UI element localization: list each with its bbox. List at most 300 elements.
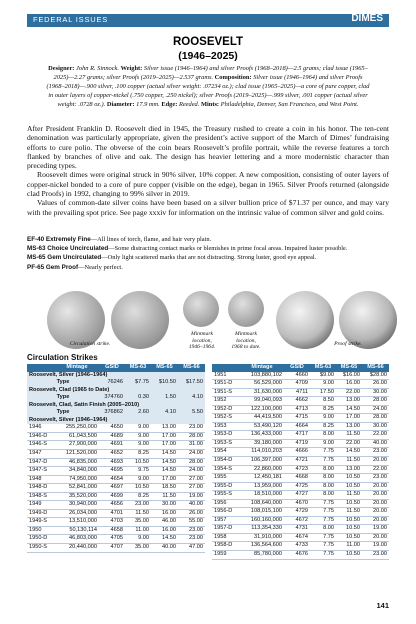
table-row (212, 551, 389, 560)
date-cell: 1956 (212, 499, 240, 508)
value-cell: 28.00 (362, 397, 389, 406)
grade-ef40: EF-40 Extremely Fine—All lines of torch, flame, and hair very plain. (27, 236, 212, 243)
value-cell: 14.50 (151, 535, 178, 544)
table-row (212, 397, 389, 406)
value-cell: 4729 (284, 508, 310, 517)
value-cell: 4658 (99, 526, 125, 535)
date-cell: 1947-S (27, 467, 55, 476)
value-cell: 14.50 (151, 467, 178, 476)
value-cell: 20.00 (362, 508, 389, 517)
col-ms63: MS-63 (310, 364, 336, 372)
table-row (27, 432, 205, 441)
value-cell: 4695 (99, 467, 125, 476)
value-cell: 108,015,100 (240, 508, 284, 517)
date-cell: 1951-S (212, 388, 240, 397)
value-cell: 23.00 (178, 535, 205, 544)
value-cell: 13.00 (336, 465, 362, 474)
designer-value: John R. Sinnock. (76, 65, 119, 72)
col-ms65: MS-65 (336, 364, 362, 372)
value-cell: 10.50 (336, 499, 362, 508)
value-cell: 4676 (284, 551, 310, 560)
grade-pf65: PF-65 Gem Proof—Nearly perfect. (27, 263, 123, 271)
table-header-row (212, 364, 389, 372)
value-cell: 10.50 (336, 482, 362, 491)
date-cell: 1952-S (212, 414, 240, 423)
table-row (27, 526, 205, 535)
grade-ms65: MS-65 Gem Uncirculated—Only light scattered marks that are not distracting. Strong luster, good eye appeal. (27, 254, 317, 262)
table-row (27, 484, 205, 493)
date-cell: 1948-S (27, 492, 55, 501)
value-cell: 53,490,120 (240, 422, 284, 431)
value-cell: 4674 (284, 533, 310, 542)
value-cell: $16.00 (336, 372, 362, 380)
value-cell: 44,419,500 (240, 414, 284, 423)
value-cell: 8.00 (310, 465, 336, 474)
value-cell: 28.00 (178, 458, 205, 467)
value-cell: 30.00 (151, 501, 178, 510)
value-cell: 9.75 (125, 467, 151, 476)
value-cell: 4664 (284, 422, 310, 431)
value-cell: 4731 (284, 525, 310, 534)
table-row (212, 431, 389, 440)
value-cell: 22,860,000 (240, 465, 284, 474)
date-cell: 1954 (212, 448, 240, 457)
table-row (212, 422, 389, 431)
value-cell: 99,040,093 (240, 397, 284, 406)
intro-paragraph-1: After President Franklin D. Roosevelt died in 1945, the Treasury rushed to create a coin in his honor. The ten-cent denomination was particularly appropriate, given the president’s active support of the March of Dimes’ fundraising efforts to cure polio. The obverse of the coin bears Roosevelt’s profile portrait, while the reverse features a torch flanked by branches of olive and oak. The design has heavier lettering and a more modernistic character than preceding types. (27, 124, 389, 171)
table-row (212, 372, 389, 380)
value-cell: 61,043,500 (55, 432, 99, 441)
value-cell: 10.50 (125, 458, 151, 467)
table-row (212, 439, 389, 448)
type-row-satin: Type 376862 2.60 4.10 5.50 (27, 409, 205, 417)
value-cell: 136,433,000 (240, 431, 284, 440)
table-row (27, 544, 205, 553)
caption-proof: Proof strike. (334, 341, 362, 347)
value-cell: 46,835,000 (55, 458, 99, 467)
value-cell: 27.00 (178, 475, 205, 484)
value-cell: 7.75 (310, 542, 336, 551)
value-cell: 11.50 (151, 492, 178, 501)
value-cell: 46,803,000 (55, 535, 99, 544)
value-cell: 27,900,000 (55, 441, 99, 450)
value-cell: 4703 (99, 518, 125, 527)
value-cell: 26.00 (362, 380, 389, 389)
value-cell: 8.00 (310, 474, 336, 483)
page-title: ROOSEVELT (172, 36, 244, 48)
date-cell: 1949 (27, 501, 55, 510)
value-cell: 14.50 (151, 450, 178, 459)
value-cell: 14.50 (151, 458, 178, 467)
table-row (212, 482, 389, 491)
value-cell: 113,354,330 (240, 525, 284, 534)
value-cell: 114,010,203 (240, 448, 284, 457)
value-cell: 40.00 (178, 501, 205, 510)
section-label: FEDERAL ISSUES (33, 15, 109, 24)
value-cell: 55.00 (178, 518, 205, 527)
caption-mintmark-early: Mintmark location, 1946–1964. (188, 331, 216, 350)
date-cell: 1948 (27, 475, 55, 484)
table-row (212, 457, 389, 466)
value-cell: 4701 (99, 509, 125, 518)
value-cell: 12,450,181 (240, 474, 284, 483)
value-cell: 14.50 (336, 448, 362, 457)
table-row (212, 388, 389, 397)
value-cell: 4699 (99, 492, 125, 501)
value-cell: 35,520,000 (55, 492, 99, 501)
value-cell: 4697 (99, 484, 125, 493)
value-cell: 4707 (99, 544, 125, 553)
caption-circulation: Circulation strike. (69, 341, 111, 347)
value-cell: 4670 (284, 499, 310, 508)
value-cell: 30.00 (362, 388, 389, 397)
value-cell: 26.00 (178, 509, 205, 518)
mintmark-location-early-image (183, 291, 219, 327)
grade-descriptions (27, 236, 389, 273)
value-cell: 9.00 (310, 439, 336, 448)
value-cell: 4719 (284, 439, 310, 448)
left-value-table (27, 364, 205, 553)
value-cell: 18.50 (151, 484, 178, 493)
value-cell: 16.00 (336, 380, 362, 389)
value-cell: 8.25 (125, 450, 151, 459)
value-cell: 13.00 (336, 422, 362, 431)
table-row (27, 458, 205, 467)
value-cell: 31,910,000 (240, 533, 284, 542)
date-cell: 1949-D (27, 509, 55, 518)
section-row-silver-detail: Roosevelt, Silver (1946–1964) (27, 417, 205, 425)
date-cell: 1953-D (212, 431, 240, 440)
date-cell: 1956-D (212, 508, 240, 517)
diameter-label: Diameter: (106, 101, 135, 108)
value-cell: $28.00 (362, 372, 389, 380)
category-label: DIMES (351, 13, 383, 24)
value-cell: 13,959,000 (240, 482, 284, 491)
value-cell: 22.00 (362, 465, 389, 474)
value-cell: 255,250,000 (55, 424, 99, 432)
section-row-satin: Roosevelt, Clad, Satin Finish (2005–2010) (27, 402, 205, 410)
table-row (212, 465, 389, 474)
value-cell: 103,880,102 (240, 372, 284, 380)
mintmark-location-modern-image (228, 291, 264, 327)
value-cell: 17.00 (151, 475, 178, 484)
table-row (27, 509, 205, 518)
value-cell: 4713 (284, 405, 310, 414)
date-cell: 1950 (27, 526, 55, 535)
value-cell: 27.00 (178, 484, 205, 493)
caption-mintmark-modern: Mintmark location, 1968 to date. (231, 331, 261, 350)
value-cell: 19.00 (362, 542, 389, 551)
intro-paragraph-2: Roosevelt dimes were original struck in 90% silver, 10% copper. A new composition, consisting of outer layers of copper-nickel bonded to a core of pure copper (visible on the edge), began in 1965. Silver Proofs returned (alongside clad Proofs) in 1992, changing to 99% silver in 2019. (27, 170, 389, 199)
value-cell: 9.00 (125, 535, 151, 544)
value-cell: 20.00 (362, 491, 389, 500)
value-cell: 4668 (284, 474, 310, 483)
date-cell: 1947 (27, 450, 55, 459)
value-cell: 4652 (99, 450, 125, 459)
value-cell: 11.50 (336, 431, 362, 440)
grade-ms63: MS-63 Choice Uncirculated—Some distracting contact marks or blemishes in prime focal areas. Impaired luster possible. (27, 245, 348, 253)
value-cell: 23.00 (362, 448, 389, 457)
date-cell: 1948-D (27, 484, 55, 493)
value-cell: 8.00 (310, 491, 336, 500)
value-cell: 23.00 (362, 474, 389, 483)
date-cell: 1951 (212, 372, 240, 380)
value-cell: 9.00 (125, 475, 151, 484)
value-cell: 11.50 (125, 509, 151, 518)
date-cell: 1946-D (27, 432, 55, 441)
value-cell: 10.50 (336, 474, 362, 483)
value-cell: 22.00 (362, 431, 389, 440)
value-cell: 7.75 (310, 499, 336, 508)
table-row (212, 380, 389, 389)
value-cell: 7.75 (310, 551, 336, 560)
value-cell: 8.25 (125, 492, 151, 501)
value-cell: 4656 (99, 501, 125, 510)
composition-label: Composition: (214, 74, 252, 81)
value-cell: 20.00 (362, 516, 389, 525)
table-row (212, 499, 389, 508)
circulation-strikes-heading: Circulation Strikes (27, 353, 98, 362)
right-value-table (212, 364, 389, 560)
value-cell: 9.00 (125, 424, 151, 432)
col-ms63: MS-63 (125, 364, 151, 372)
value-cell: 4715 (284, 414, 310, 423)
value-cell: 4705 (99, 535, 125, 544)
weight-value: Silver issue (1946–1964) and silver Proofs (1968–2018)—2.5 grams; clad issue (1965–2025)—2.27 grams; silver Proofs (2019–2025)—2.537 grams. (53, 65, 368, 81)
value-cell: 4723 (284, 465, 310, 474)
value-cell: 4672 (284, 516, 310, 525)
date-cell: 1954-S (212, 465, 240, 474)
value-cell: 24.00 (178, 467, 205, 476)
date-cell: 1957-D (212, 525, 240, 534)
col-mintage: Mintage (240, 364, 284, 372)
value-cell: 22.00 (336, 439, 362, 448)
value-cell: 11.00 (336, 542, 362, 551)
value-cell: 20.00 (362, 533, 389, 542)
value-cell: 4727 (284, 491, 310, 500)
value-cell: 4660 (284, 372, 310, 380)
value-cell: 39,180,000 (240, 439, 284, 448)
value-cell: 13.00 (151, 424, 178, 432)
value-cell: 22.00 (336, 388, 362, 397)
value-cell: 16.00 (151, 526, 178, 535)
table-row (212, 533, 389, 542)
table-row (27, 450, 205, 459)
edge-value: Reeded. (178, 101, 200, 108)
mints-label: Mints: (200, 101, 220, 108)
table-row (212, 448, 389, 457)
date-cell: 1957 (212, 516, 240, 525)
date-cell: 1955-D (212, 482, 240, 491)
header-bar (27, 14, 389, 27)
table-row (27, 535, 205, 544)
col-ms66: MS-66 (178, 364, 205, 372)
value-cell: 35.00 (125, 518, 151, 527)
table-header-row (27, 364, 205, 372)
date-cell: 1946 (27, 424, 55, 432)
value-cell: 7.75 (310, 533, 336, 542)
value-cell: 11.50 (336, 491, 362, 500)
table-row (27, 424, 205, 432)
date-cell: 1954-D (212, 457, 240, 466)
value-cell: 4691 (99, 441, 125, 450)
value-cell: 8.50 (310, 397, 336, 406)
value-cell: 8.00 (310, 431, 336, 440)
value-cell: 46.00 (151, 518, 178, 527)
value-cell: 30.00 (362, 422, 389, 431)
value-cell: 85,780,000 (240, 551, 284, 560)
value-cell: 23.00 (362, 551, 389, 560)
value-cell: 52,841,000 (55, 484, 99, 493)
value-cell: 10.50 (336, 533, 362, 542)
value-cell: 4689 (99, 432, 125, 441)
table-row (212, 516, 389, 525)
composition-value: Silver issue (1946–1964) and silver Proofs (1968–2018)—.900 silver, .100 copper (actual silver weight: .07234 oz.); clad issue (1965–2025)—a core of pure copper, clad in outer layers of copper-nickel (.750 copper, .250 nickel); silver Proofs (2019–2025)—.999 silver, .001 copper (actual silver weight: .0728 oz.). (46, 74, 370, 108)
date-cell: 1952-D (212, 405, 240, 414)
value-cell: $9.00 (310, 372, 336, 380)
intro-paragraph-3: Values of common-date silver coins have been based on a silver bullion price of $71.37 per ounce, and may vary with the prevailing spot price. See page xxxiv for information on the intrinsic value of common silver and gold coins. (27, 198, 389, 217)
value-cell: 136,564,600 (240, 542, 284, 551)
col-mintage: Mintage (55, 364, 99, 372)
value-cell: 17.00 (151, 441, 178, 450)
value-cell: 11.50 (336, 457, 362, 466)
table-row (27, 475, 205, 484)
value-cell: 160,160,000 (240, 516, 284, 525)
value-cell: 24.00 (362, 405, 389, 414)
value-cell: 40.00 (151, 544, 178, 553)
value-cell: 56,529,000 (240, 380, 284, 389)
date-cell: 1955 (212, 474, 240, 483)
edge-label: Edge: (161, 101, 178, 108)
table-row (212, 405, 389, 414)
value-cell: 4709 (284, 380, 310, 389)
value-cell: 11.00 (125, 526, 151, 535)
value-cell: 31,630,000 (240, 388, 284, 397)
value-cell: 40.00 (362, 439, 389, 448)
value-cell: 4733 (284, 542, 310, 551)
value-cell: 8.00 (310, 482, 336, 491)
value-cell: 4711 (284, 388, 310, 397)
value-cell: 4721 (284, 457, 310, 466)
value-cell: 23.00 (125, 501, 151, 510)
value-cell: 4717 (284, 431, 310, 440)
diameter-value: 17.9 mm. (136, 101, 160, 108)
value-cell: 17.00 (151, 432, 178, 441)
value-cell: 13,510,000 (55, 518, 99, 527)
date-cell: 1952 (212, 397, 240, 406)
date-cell: 1958 (212, 533, 240, 542)
value-cell: 122,100,000 (240, 405, 284, 414)
value-cell: 7.75 (310, 448, 336, 457)
table-row (27, 501, 205, 510)
value-cell: 34,840,000 (55, 467, 99, 476)
col-ms65: MS-65 (151, 364, 178, 372)
date-cell: 1947-D (27, 458, 55, 467)
value-cell: 20.00 (362, 482, 389, 491)
date-cell: 1959 (212, 551, 240, 560)
value-cell: 20.00 (362, 457, 389, 466)
page-subtitle: (1946–2025) (178, 50, 238, 62)
mints-value: Philadelphia, Denver, San Francisco, and West Point. (220, 101, 359, 108)
section-row-silver: Roosevelt, Silver (1946–1964) (27, 372, 205, 380)
value-cell: 4654 (99, 475, 125, 484)
value-cell: 8.00 (310, 525, 336, 534)
date-cell: 1950-S (27, 544, 55, 553)
table-row (27, 518, 205, 527)
value-cell: 13.00 (336, 397, 362, 406)
intro-text (27, 124, 389, 217)
value-cell: 31.00 (178, 441, 205, 450)
page-number: 141 (376, 601, 389, 610)
date-cell: 1953 (212, 422, 240, 431)
value-cell: 11.50 (336, 508, 362, 517)
table-row (212, 474, 389, 483)
table-row (27, 467, 205, 476)
value-cell: 19.00 (362, 525, 389, 534)
value-cell: 50,130,114 (55, 526, 99, 535)
value-cell: 7.75 (310, 508, 336, 517)
section-row-clad: Roosevelt, Clad (1965 to Date) (27, 387, 205, 395)
col-gsid: GSID (99, 364, 125, 372)
type-row-clad: Type 374760 0.30 1.50 4.10 (27, 394, 205, 402)
value-cell: 26,034,000 (55, 509, 99, 518)
value-cell: 8.25 (310, 405, 336, 414)
value-cell: 10.50 (336, 551, 362, 560)
col-ms66: MS-66 (362, 364, 389, 372)
table-row (212, 414, 389, 423)
value-cell: 7.75 (310, 457, 336, 466)
value-cell: 106,397,000 (240, 457, 284, 466)
value-cell: 4650 (99, 424, 125, 432)
table-row (27, 492, 205, 501)
date-cell: 1951-D (212, 380, 240, 389)
value-cell: 4666 (284, 448, 310, 457)
value-cell: 4693 (99, 458, 125, 467)
value-cell: 10.50 (125, 484, 151, 493)
date-cell: 1950-D (27, 535, 55, 544)
value-cell: 9.00 (310, 414, 336, 423)
value-cell: 4725 (284, 482, 310, 491)
value-cell: 28.00 (362, 414, 389, 423)
value-cell: 17.50 (310, 388, 336, 397)
value-cell: 14.50 (336, 405, 362, 414)
value-cell: 74,950,000 (55, 475, 99, 484)
value-cell: 9.00 (125, 441, 151, 450)
date-cell: 1955-S (212, 491, 240, 500)
value-cell: 35.00 (125, 544, 151, 553)
value-cell: 16.00 (151, 509, 178, 518)
col-gsid: GSID (284, 364, 310, 372)
value-cell: 17.00 (336, 414, 362, 423)
date-cell: 1946-S (27, 441, 55, 450)
value-cell: 121,520,000 (55, 450, 99, 459)
value-cell: 47.00 (178, 544, 205, 553)
date-cell: 1958-D (212, 542, 240, 551)
designer-label: Designer: (48, 65, 75, 72)
table-row (27, 441, 205, 450)
table-row (212, 508, 389, 517)
value-cell: 10.50 (336, 516, 362, 525)
specs-block (45, 64, 371, 109)
date-cell: 1949-S (27, 518, 55, 527)
value-cell: 108,640,000 (240, 499, 284, 508)
value-cell: 19.00 (178, 492, 205, 501)
type-row-silver: Type 76246 $7.75 $10.50 $17.50 (27, 379, 205, 387)
value-cell: 4662 (284, 397, 310, 406)
value-cell: 7.75 (310, 516, 336, 525)
value-cell: 20,440,000 (55, 544, 99, 553)
value-cell: 18,510,000 (240, 491, 284, 500)
